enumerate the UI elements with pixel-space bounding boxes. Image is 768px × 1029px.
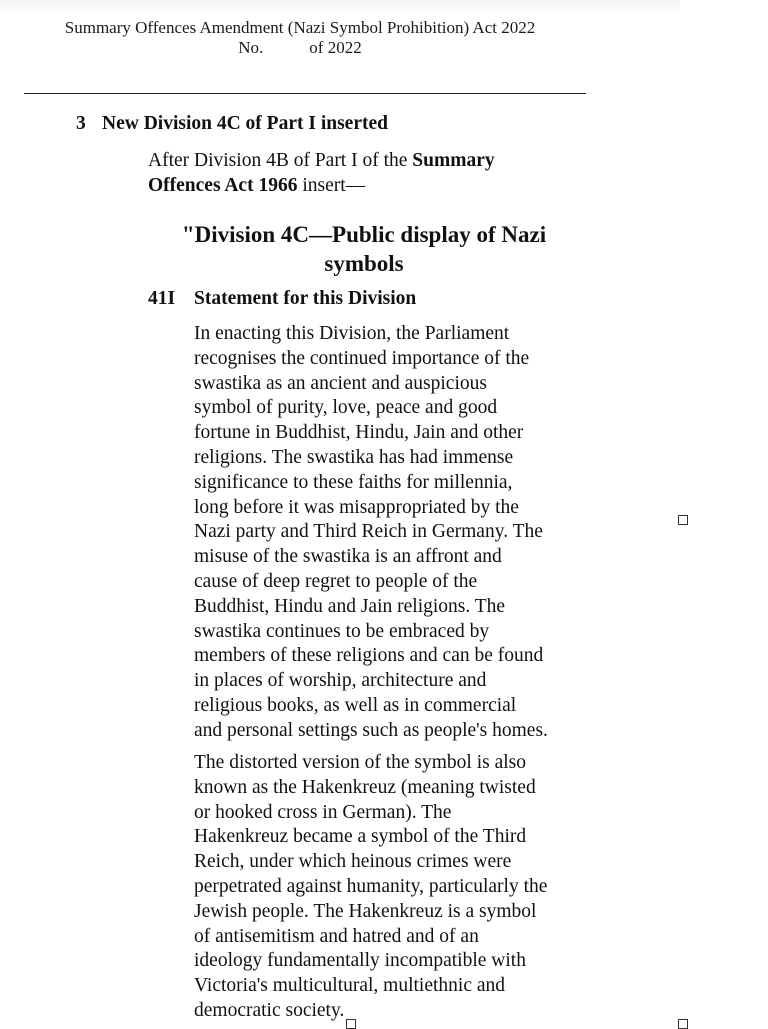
- margin-marker-checkbox[interactable]: [678, 515, 688, 525]
- statement-paragraph-2: [194, 751, 594, 1024]
- paragraph-line: recognises the continued importance of the: [194, 347, 530, 369]
- paragraph-line: and personal settings such as people's homes.: [194, 719, 548, 741]
- paragraph-line: Nazi party and Third Reich in Germany. The: [194, 521, 543, 543]
- paragraph-line: The distorted version of the symbol is also: [194, 752, 526, 773]
- act-title: Summary Offences Amendment (Nazi Symbol Prohibition) Act 2022: [64, 18, 536, 37]
- paragraph-line: in places of worship, architecture and: [194, 670, 487, 692]
- subsection-heading: [148, 287, 416, 311]
- act-number-label: No.: [238, 38, 264, 57]
- paragraph-line: cause of deep regret to people of the: [194, 570, 478, 592]
- paragraph-line: religious books, as well as in commercial: [194, 694, 517, 716]
- paragraph-line: or hooked cross in German). The: [194, 801, 452, 823]
- paragraph-line: long before it was misappropriated by the: [194, 496, 519, 518]
- paragraph-line: Jewish people. The Hakenkreuz is a symbol: [194, 900, 537, 922]
- intro-text: After Division 4B of Part I of the: [148, 150, 413, 171]
- paragraph-line: ideology fundamentally incompatible with: [194, 950, 526, 972]
- subsection-number: 41I: [148, 288, 176, 309]
- margin-marker-checkbox[interactable]: [678, 1019, 688, 1029]
- section-heading: [76, 112, 388, 136]
- intro-tail: insert—: [297, 175, 366, 196]
- division-title-line1: "Division 4C—Public display of Nazi: [181, 222, 547, 247]
- running-header: [40, 18, 560, 58]
- paragraph-line: Hakenkreuz became a symbol of the Third: [194, 826, 527, 848]
- paragraph-line: religions. The swastika has had immense: [194, 446, 514, 468]
- paragraph-line: significance to these faiths for millennia,: [194, 471, 513, 493]
- paragraph-line: Buddhist, Hindu and Jain religions. The: [194, 595, 506, 617]
- section-number: 3: [76, 113, 86, 134]
- subsection-title: Statement for this Division: [194, 288, 417, 309]
- paragraph-line: fortune in Buddhist, Hindu, Jain and other: [194, 422, 524, 444]
- page-top-shadow: [0, 0, 680, 12]
- paragraph-line: swastika continues to be embraced by: [194, 620, 490, 642]
- paragraph-line: Victoria's multicultural, multiethnic and: [194, 975, 506, 997]
- act-name-part2: Offences Act 1966: [148, 175, 298, 196]
- header-divider: [24, 93, 586, 94]
- act-number-line: [40, 38, 560, 58]
- section-title: New Division 4C of Part I inserted: [102, 113, 388, 134]
- paragraph-line: symbol of purity, love, peace and good: [194, 397, 498, 419]
- act-year-label: of 2022: [309, 38, 362, 57]
- paragraph-line: known as the Hakenkreuz (meaning twisted: [194, 776, 536, 798]
- paragraph-line: Reich, under which heinous crimes were: [194, 851, 512, 873]
- paragraph-line: misuse of the swastika is an affront and: [194, 546, 502, 568]
- paragraph-line: perpetrated against humanity, particularly the: [194, 875, 548, 897]
- paragraph-line: of antisemitism and hatred and of an: [194, 925, 479, 947]
- paragraph-line: democratic society.: [194, 999, 345, 1021]
- section-intro: [148, 148, 568, 198]
- paragraph-line: members of these religions and can be found: [194, 645, 544, 667]
- division-title-line2: symbols: [324, 251, 404, 276]
- division-title: [148, 220, 580, 278]
- statement-paragraph-1: [194, 322, 594, 744]
- paragraph-line: swastika as an ancient and auspicious: [194, 372, 487, 394]
- paragraph-line: In enacting this Division, the Parliament: [194, 323, 510, 344]
- act-name-part1: Summary: [412, 150, 495, 171]
- margin-marker-checkbox[interactable]: [346, 1019, 356, 1029]
